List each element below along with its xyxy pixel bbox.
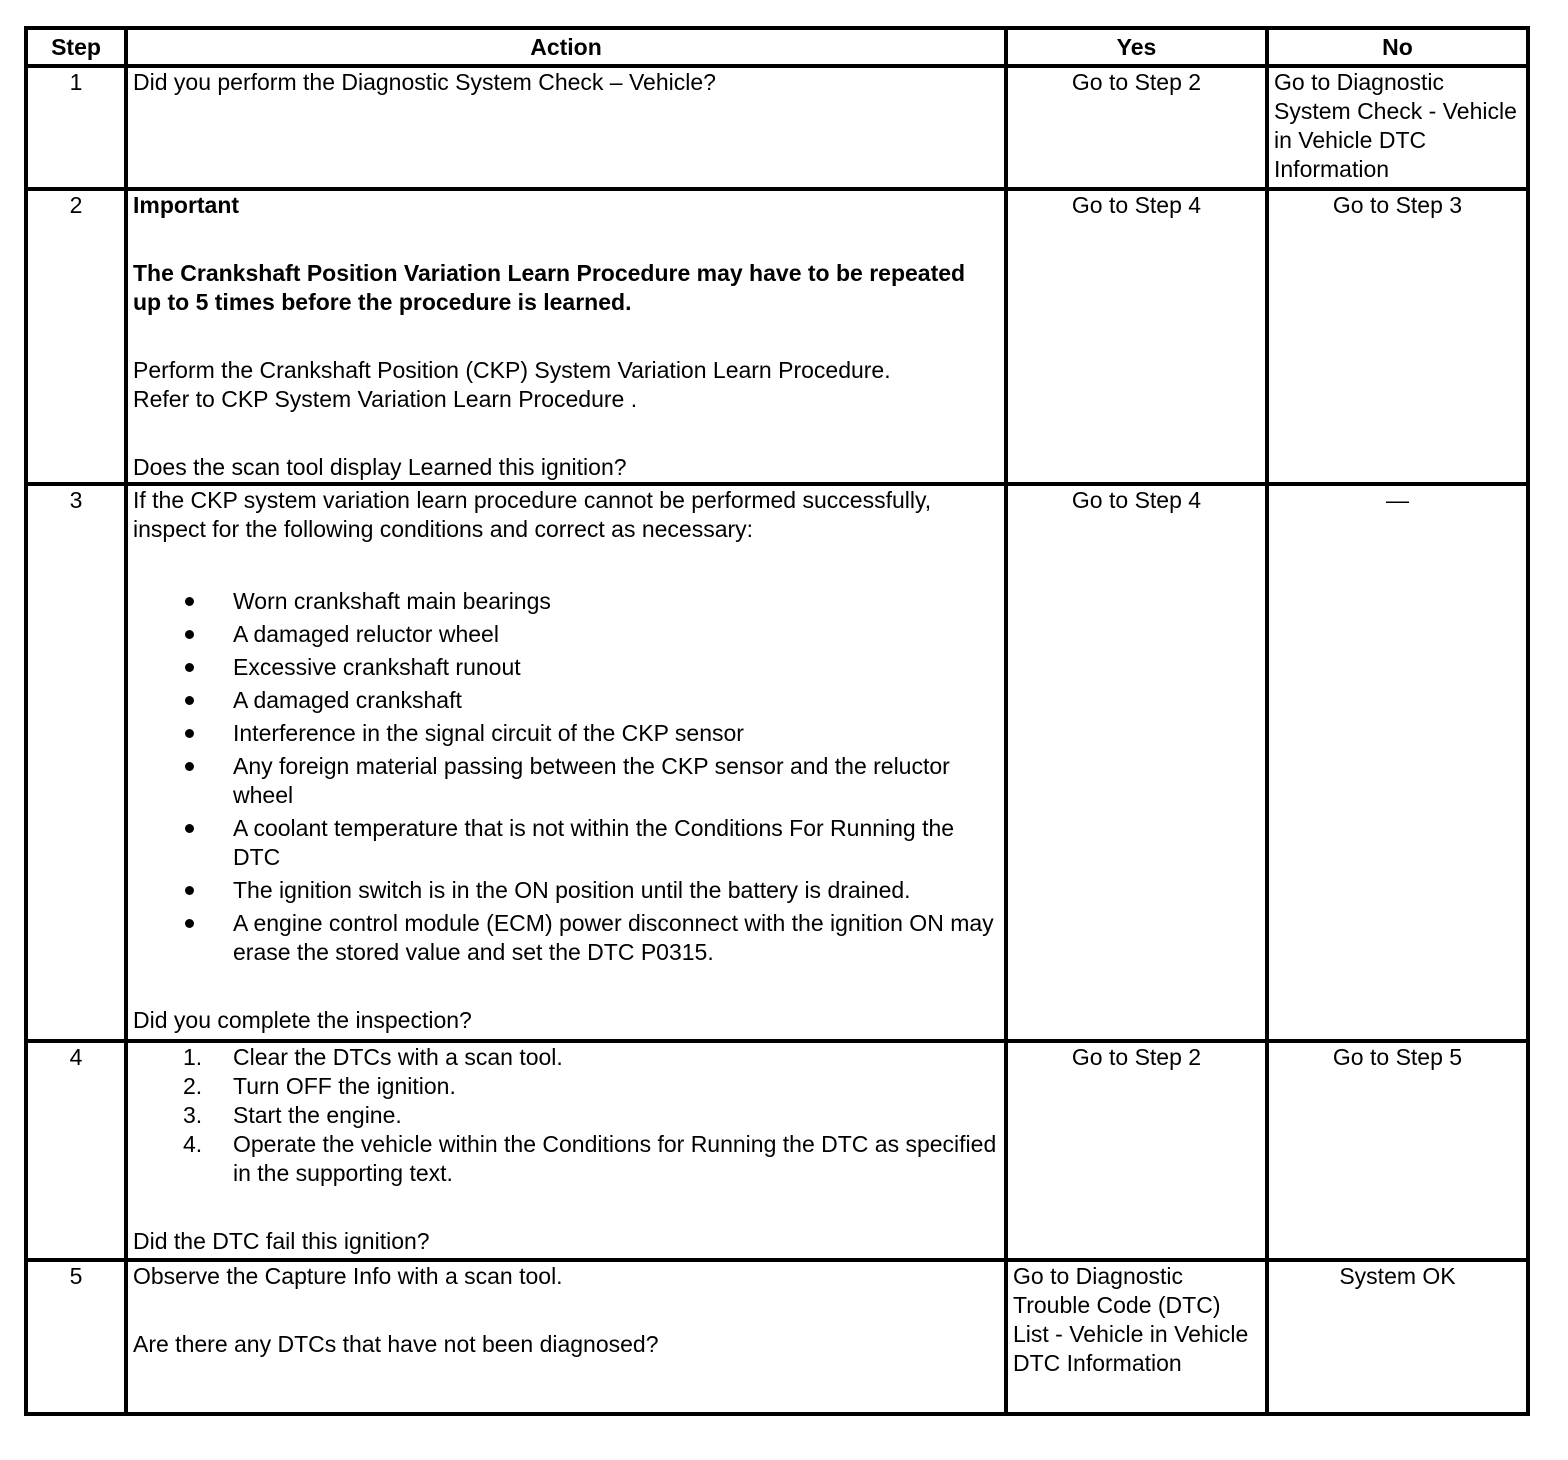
- bullet-icon: [185, 630, 194, 639]
- list-item: 1. Clear the DTCs with a scan tool.: [183, 1044, 563, 1070]
- instruction-text: Perform the Crankshaft Position (CKP) System Variation Learn Procedure.: [133, 357, 891, 383]
- no-result: —: [1267, 484, 1528, 1041]
- instruction-text: Observe the Capture Info with a scan tool.: [133, 1263, 563, 1289]
- yes-result: Go to Step 2: [1006, 1041, 1267, 1260]
- action-cell: [126, 189, 1006, 484]
- step-number: 2: [26, 189, 126, 484]
- bullet-icon: [185, 696, 194, 705]
- list-item: Worn crankshaft main bearings: [133, 587, 999, 616]
- yes-result: Go to Step 4: [1006, 189, 1267, 484]
- list-item: Interference in the signal circuit of the CKP sensor: [133, 719, 999, 748]
- bullet-icon: [185, 762, 194, 771]
- header-no: No: [1267, 28, 1528, 66]
- action-cell: [126, 1260, 1006, 1414]
- header-yes: Yes: [1006, 28, 1267, 66]
- header-action: Action: [126, 28, 1006, 66]
- diagnostic-table: [24, 26, 1530, 1416]
- no-result: Go to Diagnostic System Check - Vehicle in Vehicle DTC Information: [1267, 66, 1528, 189]
- list-item: 3. Start the engine.: [183, 1102, 402, 1128]
- table-row-step-1: [26, 66, 1528, 189]
- action-question: Are there any DTCs that have not been diagnosed?: [133, 1331, 659, 1357]
- table-row-step-3: [26, 484, 1528, 1041]
- bullet-icon: [185, 824, 194, 833]
- list-item: Excessive crankshaft runout: [133, 653, 999, 682]
- step-number: 4: [26, 1041, 126, 1260]
- important-note: The Crankshaft Position Variation Learn Procedure may have to be repeated up to 5 times before the procedure is learned.: [133, 260, 966, 315]
- important-label: Important: [133, 192, 240, 218]
- list-item: A coolant temperature that is not within the Conditions For Running the DTC: [133, 814, 999, 872]
- table-row-step-5: [26, 1260, 1528, 1414]
- no-result: Go to Step 3: [1267, 189, 1528, 484]
- bullet-icon: [185, 729, 194, 738]
- yes-result: Go to Diagnostic Trouble Code (DTC) List - Vehicle in Vehicle DTC Information: [1006, 1260, 1267, 1414]
- no-result: Go to Step 5: [1267, 1041, 1528, 1260]
- action-question: Did you complete the inspection?: [133, 1007, 472, 1033]
- bullet-icon: [185, 886, 194, 895]
- list-item: The ignition switch is in the ON position until the battery is drained.: [133, 876, 999, 905]
- step-number: 5: [26, 1260, 126, 1414]
- header-row: [26, 28, 1528, 66]
- table-row-step-4: [26, 1041, 1528, 1260]
- action-question: Does the scan tool display Learned this ignition?: [133, 454, 627, 480]
- bullet-icon: [185, 663, 194, 672]
- action-cell: [126, 1041, 1006, 1260]
- list-item: A damaged reluctor wheel: [133, 620, 999, 649]
- step-number: 3: [26, 484, 126, 1041]
- list-item: 4. Operate the vehicle within the Conditions for Running the DTC as specified in the supporting text.: [183, 1131, 997, 1186]
- yes-result: Go to Step 2: [1006, 66, 1267, 189]
- list-item: Any foreign material passing between the CKP sensor and the reluctor wheel: [133, 752, 999, 810]
- reference-text: Refer to CKP System Variation Learn Procedure .: [133, 386, 638, 412]
- table-row-step-2: [26, 189, 1528, 484]
- action-question: Did the DTC fail this ignition?: [133, 1228, 430, 1254]
- list-item: A damaged crankshaft: [133, 686, 999, 715]
- no-result: System OK: [1267, 1260, 1528, 1414]
- list-item: 2. Turn OFF the ignition.: [183, 1073, 456, 1099]
- action-cell: [126, 66, 1006, 189]
- list-item: A engine control module (ECM) power disconnect with the ignition ON may erase the stored value and set the DTC P0315.: [133, 909, 999, 967]
- conditions-list: [133, 587, 999, 967]
- header-step: Step: [26, 28, 126, 66]
- yes-result: Go to Step 4: [1006, 484, 1267, 1041]
- step-number: 1: [26, 66, 126, 189]
- action-cell: [126, 484, 1006, 1041]
- intro-text: If the CKP system variation learn procedure cannot be performed successfully, inspect for the following conditions and correct as necessary:: [133, 487, 932, 542]
- procedure-list: [133, 1043, 999, 1188]
- bullet-icon: [185, 919, 194, 928]
- bullet-icon: [185, 597, 194, 606]
- action-question: Did you perform the Diagnostic System Check – Vehicle?: [133, 69, 716, 95]
